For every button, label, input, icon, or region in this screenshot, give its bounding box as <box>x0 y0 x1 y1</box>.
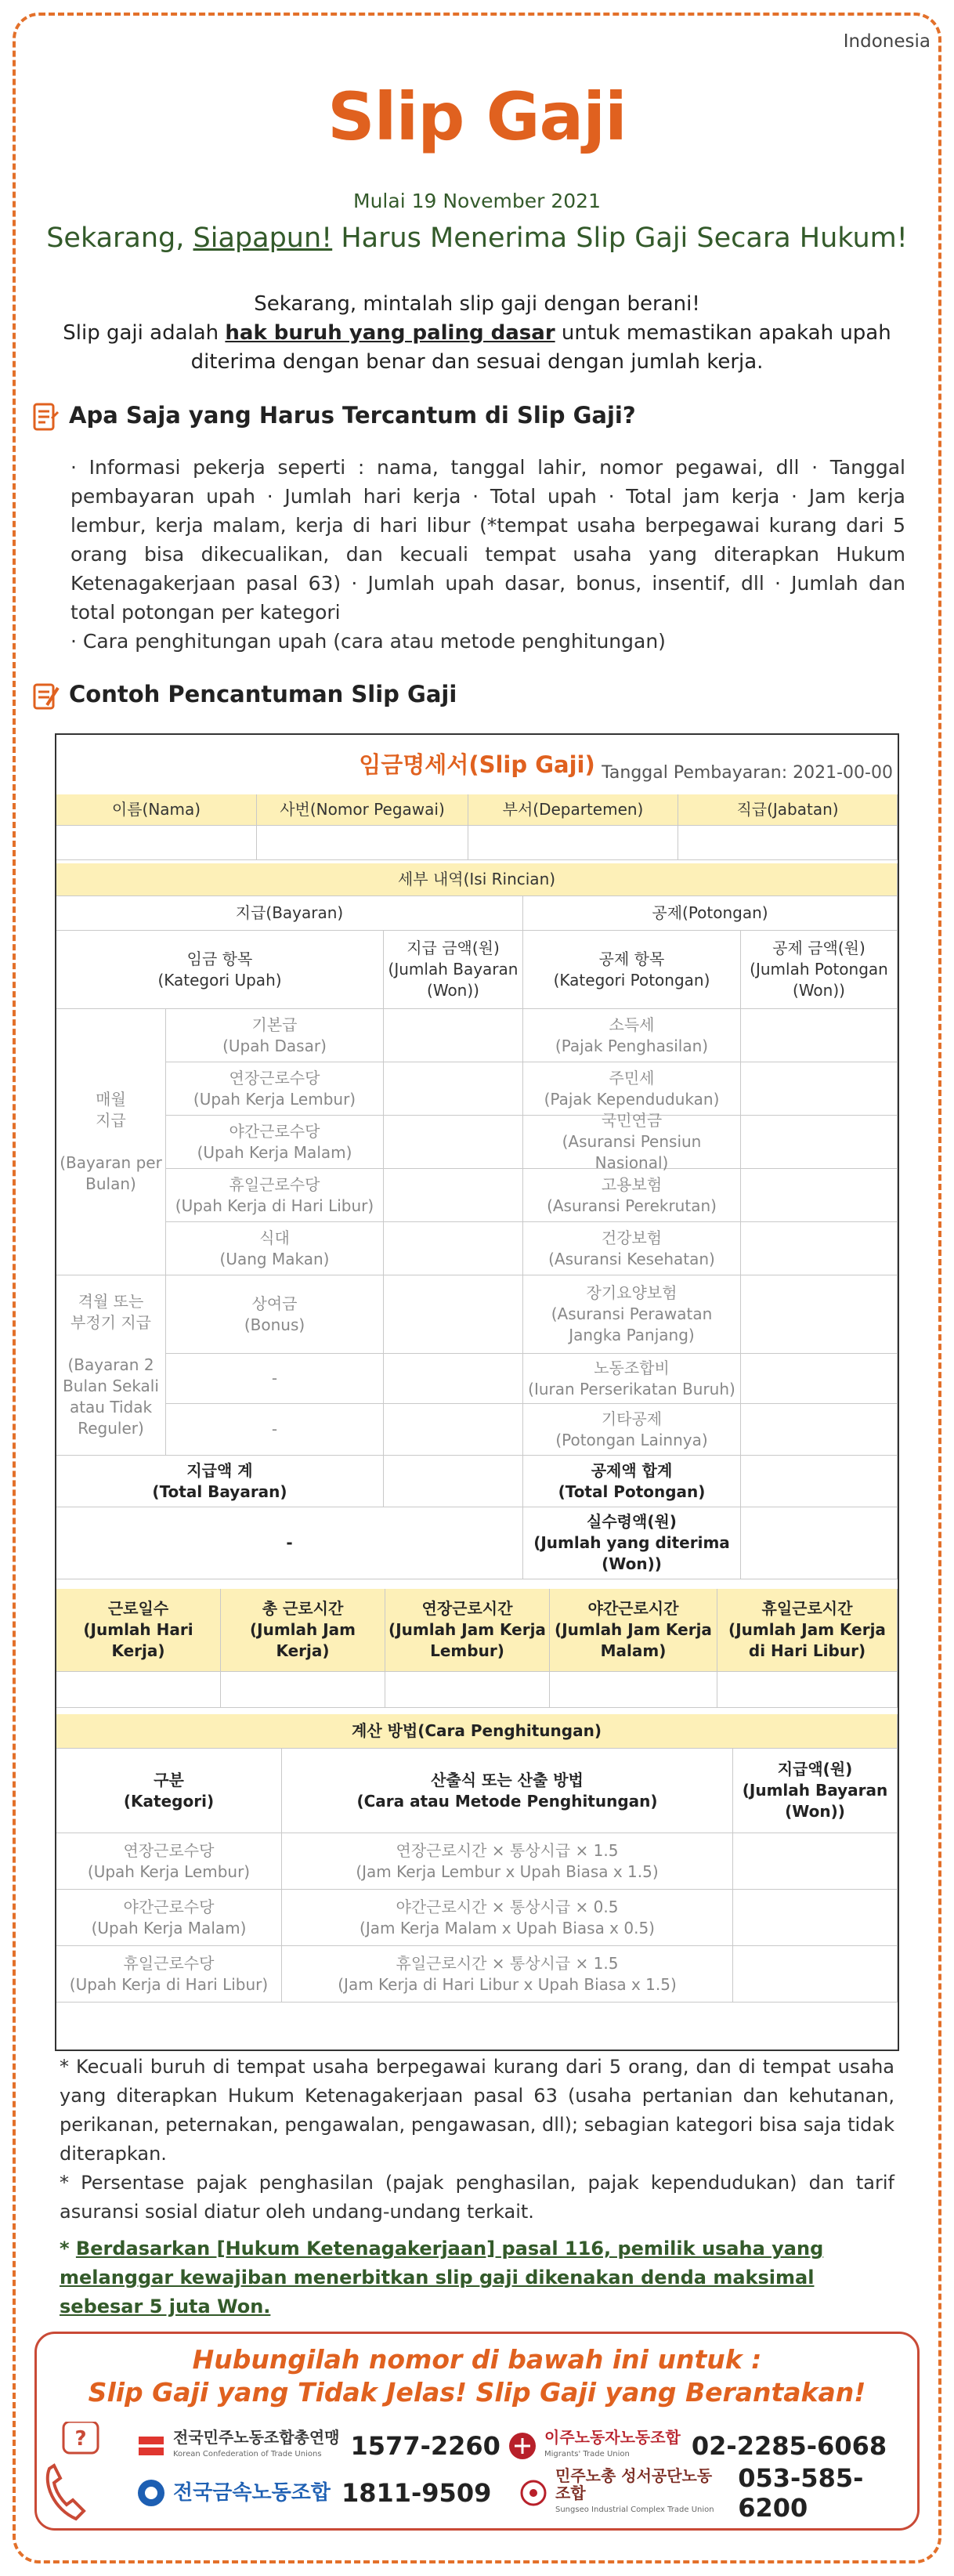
payslip-example <box>55 733 899 2051</box>
info-value <box>257 826 468 860</box>
calc-category: 휴일근로수당 (Upah Kerja di Hari Libur) <box>56 1946 282 2003</box>
work-header: 야간근로시간 (Jumlah Jam Kerja Malam) <box>550 1589 717 1672</box>
kctu-logo <box>136 2430 167 2462</box>
ded-amount <box>741 1222 898 1275</box>
calc-category: 연장근로수당 (Upah Kerja Lembur) <box>56 1833 282 1890</box>
pay-item-header: 임금 항목 (Kategori Upah) <box>56 931 384 1009</box>
calc-amount <box>733 1833 898 1890</box>
pay-amount <box>384 1009 523 1062</box>
org-kmwu: 전국금속노동조합 1811-9509 <box>136 2475 491 2511</box>
work-header: 근로일수 (Jumlah Hari Kerja) <box>56 1589 221 1672</box>
sungseo-logo <box>518 2477 549 2509</box>
pay-item: 연장근로수당 (Upah Kerja Lembur) <box>166 1062 384 1116</box>
pay-amount <box>384 1354 523 1404</box>
info-value <box>678 826 898 860</box>
pay-amount <box>384 1062 523 1116</box>
notepad-icon <box>30 680 61 711</box>
ded-amount <box>741 1169 898 1222</box>
info-header: 사번(Nomor Pegawai) <box>257 794 468 826</box>
phone-kctu: 1577-2260 <box>350 2431 500 2461</box>
work-header: 연장근로시간 (Jumlah Jam Kerja Lembur) <box>385 1589 550 1672</box>
total-ded: 공제액 합계 (Total Potongan) <box>523 1456 741 1507</box>
group-monthly: 매월 지급 (Bayaran per Bulan) <box>56 1009 166 1275</box>
language-label: Indonesia <box>843 31 931 52</box>
info-header: 이름(Nama) <box>56 794 257 826</box>
ded-item-header: 공제 항목 (Kategori Potongan) <box>523 931 741 1009</box>
payment-header: 지급(Bayaran) <box>56 896 523 931</box>
phone-mtu: 02-2285-6068 <box>691 2431 887 2461</box>
ded-amount-header: 공제 금액(원) (Jumlah Potongan (Won)) <box>741 931 898 1009</box>
net-blank: - <box>56 1507 523 1579</box>
pay-item: 기본급 (Upah Dasar) <box>166 1009 384 1062</box>
calc-col-header: 구분 (Kategori) <box>56 1749 282 1833</box>
calc-amount <box>733 1890 898 1946</box>
calc-header: 계산 방법(Cara Penghitungan) <box>56 1714 898 1749</box>
pay-amount <box>384 1116 523 1169</box>
pay-item: 야간근로수당 (Upah Kerja Malam) <box>166 1116 384 1169</box>
group-irregular: 격월 또는 부정기 지급 (Bayaran 2 Bulan Sekali atau Tidak Reguler) <box>56 1275 166 1456</box>
pay-amount <box>384 1169 523 1222</box>
calc-method: 연장근로시간 × 통상시급 × 1.5 (Jam Kerja Lembur x Upah Biasa x 1.5) <box>282 1833 733 1890</box>
calc-col-header: 지급액(원) (Jumlah Bayaran (Won)) <box>733 1749 898 1833</box>
pay-item: 휴일근로수당 (Upah Kerja di Hari Libur) <box>166 1169 384 1222</box>
kmwu-logo <box>136 2477 167 2509</box>
pay-item: 식대 (Uang Makan) <box>166 1222 384 1275</box>
ded-amount <box>741 1354 898 1404</box>
calc-amount <box>733 1946 898 2003</box>
info-value <box>56 826 257 860</box>
footnotes: * Kecuali buruh di tempat usaha berpegawai kurang dari 5 orang, dan di tempat usaha yang diterapkan Hukum Ketenagakerjaan pasal 63 (usaha pertanian dan kehutanan, perikanan, peternakan, pengawalan, pengawasan, dll); sebagian kategori bisa saja tidak diterapkan. * Persentase pajak penghasilan (pajak penghasilan, pajak kependudukan) dan tarif asuransi sosial diatur oleh undang-undang terkait. <box>60 2056 894 2223</box>
pay-amount-header: 지급 금액(원) (Jumlah Bayaran (Won)) <box>384 931 523 1009</box>
ded-amount <box>741 1404 898 1456</box>
svg-text:?: ? <box>74 2427 87 2451</box>
pay-date: Tanggal Pembayaran: 2021-00-00 <box>602 763 893 783</box>
org-sungseo: 민주노총 성서공단노동조합 Sungseo Industrial Complex Trade Union 053-585-6200 <box>518 2475 917 2511</box>
details-header: 세부 내역(Isi Rincian) <box>56 863 898 896</box>
phone-kmwu: 1811-9509 <box>341 2478 492 2508</box>
payslip-caption <box>56 735 898 794</box>
info-header: 직급(Jabatan) <box>678 794 898 826</box>
pay-amount <box>384 1404 523 1456</box>
contact-box <box>34 2332 920 2531</box>
pay-amount <box>384 1222 523 1275</box>
pay-amount <box>384 1275 523 1354</box>
ded-amount <box>741 1062 898 1116</box>
work-header: 휴일근로시간 (Jumlah Jam Kerja di Hari Libur) <box>717 1589 898 1672</box>
info-header: 부서(Departemen) <box>468 794 678 826</box>
total-pay: 지급액 계 (Total Bayaran) <box>56 1456 384 1507</box>
ded-amount <box>741 1116 898 1169</box>
contact-heading: Hubungilah nomor di bawah ini untuk : Slip Gaji yang Tidak Jelas! Slip Gaji yang Berantakan! <box>88 2344 866 2408</box>
ded-item: 장기요양보험 (Asuransi Perawatan Jangka Panjang) <box>523 1275 741 1354</box>
page-title: Slip Gaji <box>327 78 627 155</box>
total-ded-value <box>741 1456 898 1507</box>
pay-item: - <box>166 1404 384 1456</box>
info-value <box>468 826 678 860</box>
net-value <box>741 1507 898 1579</box>
payslip-title: 임금명세서(Slip Gaji) <box>359 751 595 778</box>
ded-item: 노동조합비 (Iuran Perserikatan Buruh) <box>523 1354 741 1404</box>
effective-date: Mulai 19 November 2021 <box>353 190 601 212</box>
total-pay-value <box>384 1456 523 1507</box>
calc-method: 야간근로시간 × 통상시급 × 0.5 (Jam Kerja Malam x Upah Biasa x 0.5) <box>282 1890 733 1946</box>
ded-item: 국민연금 (Asuransi Pensiun Nasional) <box>523 1116 741 1169</box>
work-value <box>717 1672 898 1708</box>
section-heading-contents: Apa Saja yang Harus Tercantum di Slip Gaji? <box>30 401 636 432</box>
org-mtu: 이주노동자노동조합 Migrants' Trade Union 02-2285-6068 <box>507 2428 887 2464</box>
intro-text: Sekarang, mintalah slip gaji dengan berani! Slip gaji adalah hak buruh yang paling dasar untuk memastikan apakah upah diterima dengan benar dan sesuai dengan jumlah kerja. <box>63 292 891 374</box>
work-header: 총 근로시간 (Jumlah Jam Kerja) <box>221 1589 385 1672</box>
ded-item: 고용보험 (Asuransi Perekrutan) <box>523 1169 741 1222</box>
ded-amount <box>741 1009 898 1062</box>
mtu-logo <box>507 2430 538 2462</box>
pay-item: - <box>166 1354 384 1404</box>
phone-icon <box>42 2422 101 2527</box>
calc-category: 야간근로수당 (Upah Kerja Malam) <box>56 1890 282 1946</box>
ded-item: 주민세 (Pajak Kependudukan) <box>523 1062 741 1116</box>
subtitle: Sekarang, Siapapun! Harus Menerima Slip Gaji Secara Hukum! <box>46 223 908 254</box>
work-value <box>550 1672 717 1708</box>
required-items-list: · Informasi pekerja seperti : nama, tanggal lahir, nomor pegawai, dll · Tanggal pembayaran upah · Jumlah hari kerja · Total upah · Total jam kerja · Jam kerja lembur, kerja malam, kerja di hari libur (*tempat usaha berpegawai kurang dari 5 orang bisa dikecualikan, dan kecuali tempat usaha yang diterapkan Hukum Ketenagakerjaan pasal 63) · Jumlah upah dasar, bonus, insentif, dll · Jumlah dan total potongan per kategori · Cara penghitungan upah (cara atau metode penghitungan) <box>70 456 905 653</box>
phone-sungseo: 053-585-6200 <box>738 2463 864 2523</box>
work-value <box>221 1672 385 1708</box>
legal-notice: * Berdasarkan [Hukum Ketenagakerjaan] pasal 116, pemilik usaha yang melanggar kewajiban menerbitkan slip gaji dikenakan denda maksimal sebesar 5 juta Won. <box>60 2238 824 2317</box>
ded-item: 기타공제 (Potongan Lainnya) <box>523 1404 741 1456</box>
pay-item: 상여금 (Bonus) <box>166 1275 384 1354</box>
ded-item: 건강보험 (Asuransi Kesehatan) <box>523 1222 741 1275</box>
work-value <box>56 1672 221 1708</box>
checklist-icon <box>30 401 61 432</box>
calc-col-header: 산출식 또는 산출 방법 (Cara atau Metode Penghitungan) <box>282 1749 733 1833</box>
org-kctu: 전국민주노동조합총연맹 Korean Confederation of Trade Unions 1577-2260 <box>136 2428 500 2464</box>
deduction-header: 공제(Potongan) <box>523 896 898 931</box>
net-label: 실수령액(원) (Jumlah yang diterima (Won)) <box>523 1507 741 1579</box>
ded-amount <box>741 1275 898 1354</box>
section-heading-example: Contoh Pencantuman Slip Gaji <box>30 680 457 711</box>
calc-method: 휴일근로시간 × 통상시급 × 1.5 (Jam Kerja di Hari Libur x Upah Biasa x 1.5) <box>282 1946 733 2003</box>
ded-item: 소득세 (Pajak Penghasilan) <box>523 1009 741 1062</box>
work-value <box>385 1672 550 1708</box>
